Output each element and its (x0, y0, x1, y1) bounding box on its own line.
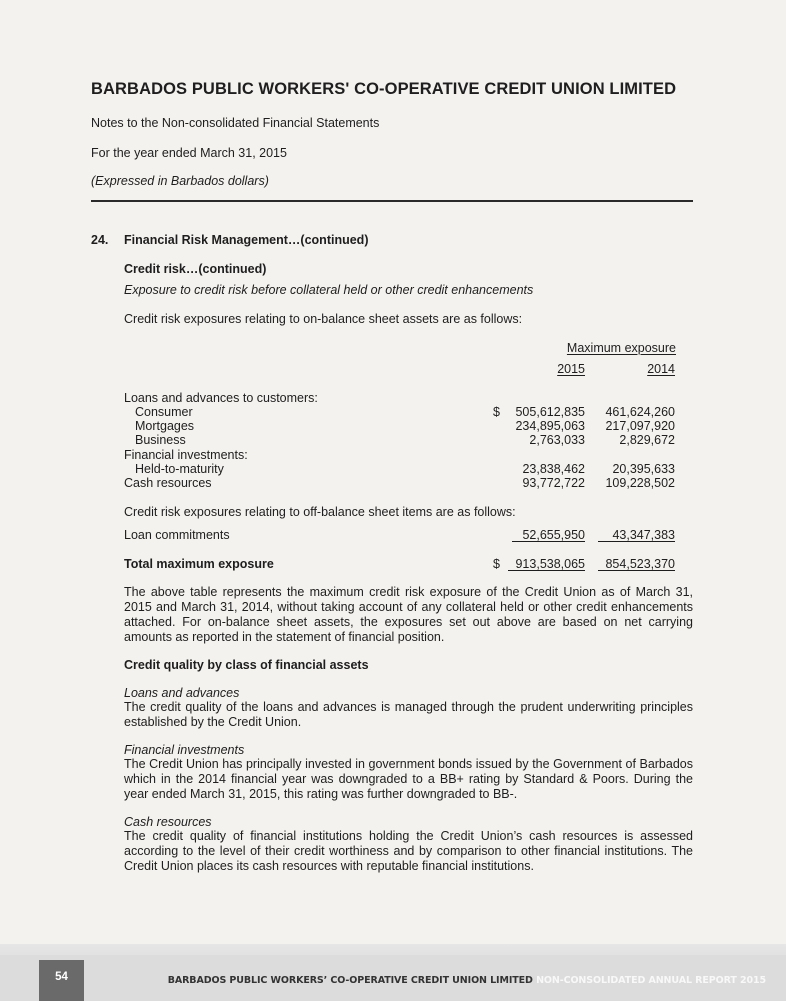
loan-commitments-label: Loan commitments (124, 528, 230, 542)
investments-heading: Financial investments (124, 743, 245, 757)
table-row-label: Cash resources (124, 476, 212, 490)
subsection-italic-caption: Exposure to credit risk before collateral held or other credit enhancements (124, 283, 534, 297)
loan-commitments-2014: 43,347,383 (612, 528, 675, 542)
table-cell-2014: 2,829,672 (619, 433, 675, 447)
table-cell-2014: 217,097,920 (605, 419, 675, 433)
total-label: Total maximum exposure (124, 557, 274, 571)
page-number: 54 (39, 960, 84, 1001)
table-row-label: Loans and advances to customers: (124, 391, 318, 405)
footer-org-name: BARBADOS PUBLIC WORKERS’ CO-OPERATIVE CREDIT UNION LIMITED (167, 975, 533, 986)
table-row-label: Financial investments: (124, 448, 248, 462)
cash-heading: Cash resources (124, 815, 212, 829)
credit-quality-heading: Credit quality by class of financial assets (124, 658, 369, 672)
footer-report-name: NON-CONSOLIDATED ANNUAL REPORT 2015 (536, 975, 766, 986)
table-row-label: Business (135, 433, 186, 447)
header-divider (91, 200, 693, 202)
loans-heading: Loans and advances (124, 686, 240, 700)
off-balance-intro: Credit risk exposures relating to off-balance sheet items are as follows: (124, 505, 516, 519)
cash-paragraph: The credit quality of financial institutions holding the Credit Union’s cash resources is assessed according to the level of their credit worthiness and by comparison to other financial institutions. The Credit Union places its cash resources with reputable financial institutions. (124, 829, 693, 873)
period-line: For the year ended March 31, 2015 (91, 146, 287, 160)
section-title: Financial Risk Management…(continued) (124, 233, 369, 247)
statement-subtitle: Notes to the Non-consolidated Financial Statements (91, 116, 380, 130)
currency-symbol: $ (493, 557, 500, 571)
total-2014: 854,523,370 (605, 557, 675, 571)
currency-symbol: $ (493, 405, 500, 419)
table-row-label: Consumer (135, 405, 193, 419)
table-group-header: Maximum exposure (566, 341, 676, 355)
footer-report-text (168, 975, 766, 986)
table-cell-2015: 23,838,462 (522, 462, 585, 476)
currency-note: (Expressed in Barbados dollars) (91, 174, 269, 188)
loan-commitments-2015: 52,655,950 (522, 528, 585, 542)
subsection-title: Credit risk…(continued) (124, 262, 267, 276)
table-row-label: Held-to-maturity (135, 462, 224, 476)
on-balance-intro: Credit risk exposures relating to on-balance sheet assets are as follows: (124, 312, 523, 326)
table-cell-2014: 109,228,502 (605, 476, 675, 490)
summary-paragraph: The above table represents the maximum credit risk exposure of the Credit Union as of March 31, 2015 and March 31, 2014, without taking account of any collateral held or other credit enhancements attached. For on-balance sheet assets, the exposures set out above are based on net carrying amounts as reported in the statement of financial position. (124, 585, 693, 644)
table-row-label: Mortgages (135, 419, 195, 433)
organization-title: BARBADOS PUBLIC WORKERS' CO-OPERATIVE CREDIT UNION LIMITED (91, 80, 677, 98)
table-cell-2015: 505,612,835 (515, 405, 585, 419)
table-cell-2015: 234,895,063 (515, 419, 585, 433)
loans-paragraph: The credit quality of the loans and advances is managed through the prudent underwriting principles established by the Credit Union. (124, 700, 693, 729)
investments-paragraph: The Credit Union has principally invested in government bonds issued by the Government of Barbados which in the 2014 financial year was downgraded to a BB+ rating by Standard & Poors. During the year ended March 31, 2015, this rating was further downgraded to BB-. (124, 757, 693, 801)
total-2015: 913,538,065 (515, 557, 585, 571)
section-number: 24. (91, 233, 109, 247)
table-cell-2015: 93,772,722 (522, 476, 585, 490)
table-cell-2014: 20,395,633 (612, 462, 675, 476)
table-cell-2014: 461,624,260 (605, 405, 675, 419)
column-header-2014: 2014 (647, 362, 675, 376)
column-header-2015: 2015 (557, 362, 585, 376)
table-cell-2015: 2,763,033 (529, 433, 585, 447)
